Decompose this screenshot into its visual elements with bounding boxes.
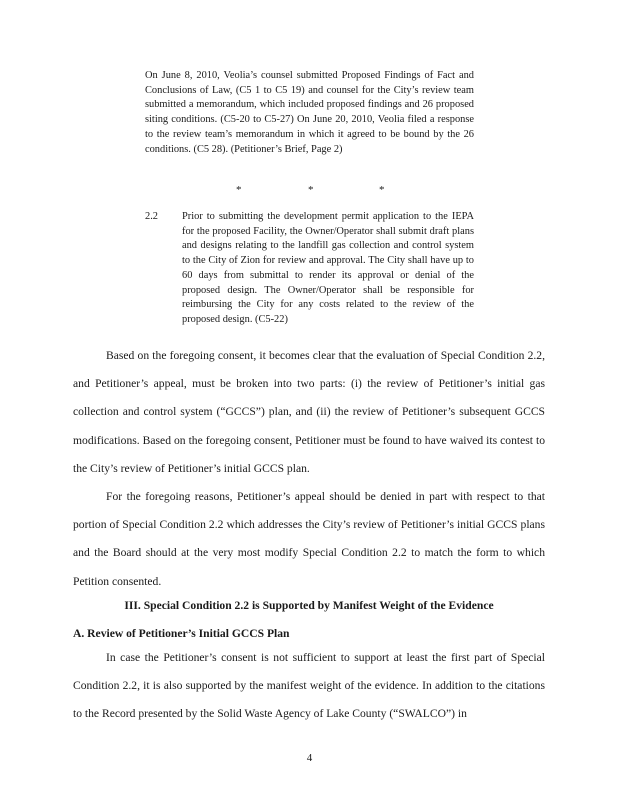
body-paragraph: For the foregoing reasons, Petitioner’s appeal should be denied in part with respect to that portion of Special Condition 2.2 which addresses the City’s review of Petitioner’s initial GCCS plans and the Board should at the very most modify Special Condition 2.2 to match the form to which Petition consented.	[73, 490, 545, 588]
subsection-heading: A. Review of Petitioner’s Initial GCCS Plan	[73, 627, 290, 640]
separator-star: *	[379, 184, 385, 196]
condition-text: Prior to submitting the development permit application to the IEPA for the proposed Facility, the Owner/Operator shall submit draft plans and designs relating to the landfill gas collection and control system to the City of Zion for review and approval. The City shall have up to 60 days from submittal to render its approval or denial of the proposed design. The Owner/Operator shall be responsible for reimbursing the City for any costs related to the review of the proposed design. (C5-22)	[182, 211, 474, 325]
page-number: 4	[306, 752, 313, 764]
body-paragraph: Based on the foregoing consent, it becomes clear that the evaluation of Special Condition 2.2, and Petitioner’s appeal, must be broken into two parts: (i) the review of Petitioner’s initial gas collection and control system (“GCCS”) plan, and (ii) the review of Petitioner’s subsequent GCCS modifications. Based on the foregoing consent, Petitioner must be found to have waived its contest to the City’s review of Petitioner’s initial GCCS plan.	[73, 349, 545, 475]
separator-star: *	[308, 184, 314, 196]
body-paragraph: In case the Petitioner’s consent is not sufficient to support at least the first part of Special Condition 2.2, it is also supported by the manifest weight of the evidence. In addition to the citations to the Record presented by the Solid Waste Agency of Lake County (“SWALCO”) in	[73, 651, 545, 721]
separator-star: *	[236, 184, 242, 196]
section-heading: III. Special Condition 2.2 is Supported by Manifest Weight of the Evidence	[124, 599, 494, 612]
condition-number: 2.2	[145, 211, 158, 222]
block-quote: On June 8, 2010, Veolia’s counsel submitted Proposed Findings of Fact and Conclusions of Law, (C5 1 to C5 19) and counsel for the City’s review team submitted a memorandum, which included proposed findings and 26 proposed siting conditions. (C5-20 to C5-27) On June 20, 2010, Veolia filed a response to the review team’s memorandum in which it agreed to be bound by the 26 conditions. (C5 28). (Petitioner’s Brief, Page 2)	[145, 70, 474, 155]
